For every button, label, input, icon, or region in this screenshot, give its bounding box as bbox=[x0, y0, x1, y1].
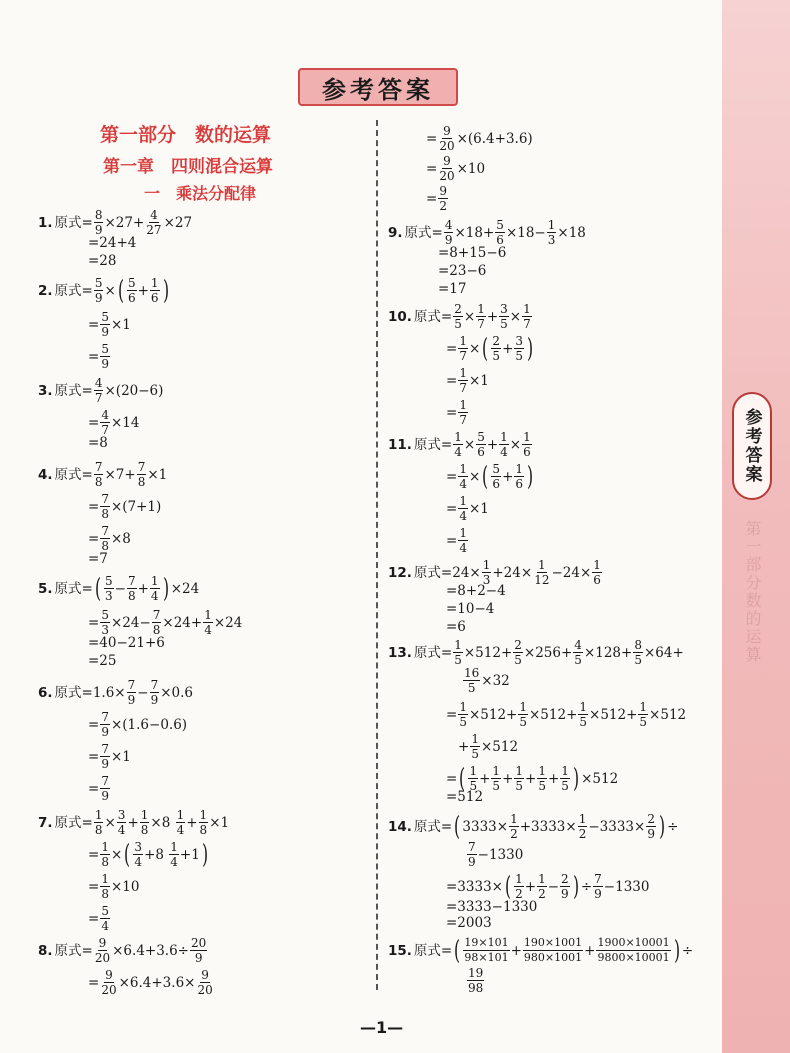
fraction: $\frac{1}{6}$ bbox=[150, 276, 159, 305]
fraction: $\frac{1}{2}$ bbox=[510, 812, 518, 841]
fraction: $\frac{9}{20}$ bbox=[197, 968, 213, 997]
fraction: $\frac{1}{8}$ bbox=[140, 808, 149, 837]
fraction: $\frac{7}{9}$ bbox=[101, 774, 109, 803]
fraction: $\frac{3}{5}$ bbox=[515, 334, 524, 363]
fraction: $\frac{2}{5}$ bbox=[454, 302, 462, 331]
problem-5: 5. 原式= ( $\frac{5}{3}$ − $\frac{7}{8}$ + $\frac{1}{4}$ ) ×24 bbox=[38, 573, 200, 604]
step: = $\frac{5}{4}$ bbox=[88, 904, 109, 933]
fraction: $\frac{5}{9}$ bbox=[101, 342, 109, 371]
step: = $\frac{7}{9}$ bbox=[88, 774, 109, 803]
fraction: $\frac{7}{9}$ bbox=[150, 678, 159, 707]
problem-number: 1. bbox=[38, 214, 53, 231]
fraction: $\frac{8}{5}$ bbox=[634, 638, 642, 667]
fraction: $\frac{1}{7}$ bbox=[459, 398, 467, 427]
step: =512 bbox=[446, 789, 484, 805]
step: =7 bbox=[88, 551, 108, 567]
fraction: $\frac{1}{3}$ bbox=[547, 218, 556, 247]
step: =8 bbox=[88, 435, 108, 451]
fraction: $\frac{5}{3}$ bbox=[105, 574, 113, 603]
step: = $\frac{7}{8}$ ×(7+1) bbox=[88, 492, 162, 521]
fraction: $\frac{7}{8}$ bbox=[152, 608, 161, 637]
fraction: $\frac{7}{9}$ bbox=[101, 710, 109, 739]
fraction: $\frac{1}{2}$ bbox=[578, 812, 587, 841]
fraction: $\frac{7}{9}$ bbox=[101, 742, 109, 771]
part-heading: 第一部分 数的运算 bbox=[100, 124, 272, 146]
fraction: $\frac{1}{5}$ bbox=[459, 700, 467, 729]
problem-8: 8. 原式= $\frac{9}{20}$ ×6.4+3.6÷ $\frac{20}{9}$ bbox=[38, 936, 207, 965]
fraction: $\frac{1}{7}$ bbox=[459, 366, 467, 395]
step: = $\frac{7}{9}$ ×1 bbox=[88, 742, 131, 771]
fraction: $\frac{4}{7}$ bbox=[101, 408, 109, 437]
fraction: $\frac{7}{8}$ bbox=[101, 524, 109, 553]
fraction: $\frac{1}{5}$ bbox=[471, 732, 479, 761]
step: =24+4 bbox=[88, 235, 137, 251]
fraction: $\frac{1}{8}$ bbox=[101, 840, 109, 869]
step: = $\frac{7}{8}$ ×8 bbox=[88, 524, 131, 553]
fraction: $\frac{5}{9}$ bbox=[101, 310, 109, 339]
fraction: $\frac{1}{8}$ bbox=[94, 808, 103, 837]
fraction: $\frac{5}{9}$ bbox=[94, 276, 103, 305]
step: = $\frac{9}{20}$ ×6.4+3.6× $\frac{9}{20}$ bbox=[88, 968, 213, 997]
step: = $\frac{7}{9}$ ×(1.6−0.6) bbox=[88, 710, 188, 739]
problem-10: 10. 原式= $\frac{2}{5}$ × $\frac{1}{7}$ + $\frac{3}{5}$ × $\frac{1}{7}$ bbox=[388, 302, 531, 331]
step: = $\frac{1}{8}$ ×10 bbox=[88, 872, 140, 901]
problem-13: 13. 原式= $\frac{1}{5}$ ×512+ $\frac{2}{5}$ ×256+ $\frac{4}{5}$ ×128+ $\frac{8}{5}$ ×64+ bbox=[388, 638, 684, 667]
fraction: $\frac{3}{4}$ bbox=[134, 840, 143, 869]
fraction: $\frac{5}{6}$ bbox=[477, 430, 485, 459]
fraction: $\frac{4}{7}$ bbox=[94, 376, 103, 405]
fraction: $\frac{9}{20}$ bbox=[94, 936, 111, 965]
fraction: $\frac{7}{8}$ bbox=[127, 574, 136, 603]
fraction: $\frac{2}{5}$ bbox=[492, 334, 501, 363]
fraction: $\frac{1}{6}$ bbox=[515, 462, 524, 491]
fraction: $\frac{16}{5}$ bbox=[464, 666, 480, 695]
fraction: $\frac{1}{2}$ bbox=[515, 872, 523, 901]
step: $\frac{16}{5}$ ×32 bbox=[464, 666, 510, 695]
step: = $\frac{1}{4}$ bbox=[446, 526, 467, 555]
fraction: $\frac{2}{5}$ bbox=[514, 638, 522, 667]
step: = $\frac{1}{4}$ × ( $\frac{5}{6}$ + $\frac{1}{6}$ ) bbox=[446, 461, 534, 492]
fraction: $\frac{1900\times 10001}{9800\times 10001}$ bbox=[597, 936, 670, 964]
fraction: $\frac{5}{6}$ bbox=[492, 462, 501, 491]
fraction: $\frac{1}{4}$ bbox=[204, 608, 212, 637]
fraction: $\frac{1}{12}$ bbox=[534, 558, 550, 587]
fraction: $\frac{1}{5}$ bbox=[454, 638, 462, 667]
problem-7: 7. 原式= $\frac{1}{8}$ × $\frac{3}{4}$ + $\frac{1}{8}$ ×8 $\frac{1}{4}$ + $\frac{1}{8}$ ×1 bbox=[38, 808, 230, 837]
fraction: $\frac{1}{5}$ bbox=[515, 764, 524, 793]
problem-1 bbox=[38, 208, 192, 237]
problem-6: 6. 原式 =1.6× $\frac{7}{9}$ − $\frac{7}{9}$ ×0.6 bbox=[38, 678, 193, 707]
fraction: $\frac{4}{9}$ bbox=[444, 218, 453, 247]
fraction: $\frac{5}{6}$ bbox=[127, 276, 136, 305]
step: =23−6 bbox=[438, 263, 487, 279]
step bbox=[466, 966, 485, 995]
side-ghost-text: 第一部分数的运算 bbox=[743, 520, 762, 664]
step: = $\frac{9}{2}$ bbox=[426, 184, 447, 213]
fraction: $\frac{1}{4}$ bbox=[150, 574, 159, 603]
fraction: $\frac{5}{4}$ bbox=[101, 904, 109, 933]
fraction: $\frac{1}{5}$ bbox=[579, 700, 588, 729]
fraction: $\frac{1}{8}$ bbox=[199, 808, 208, 837]
fraction: $\frac{190\times 1001}{980\times 1001}$ bbox=[523, 936, 583, 964]
fraction: $\frac{1}{6}$ bbox=[593, 558, 601, 587]
fraction: $\frac{7}{8}$ bbox=[94, 460, 103, 489]
fraction: $\frac{1}{6}$ bbox=[523, 430, 531, 459]
step: =2003 bbox=[446, 915, 492, 931]
fraction: $\frac{1}{7}$ bbox=[523, 302, 531, 331]
step: $\frac{7}{9}$ −1330 bbox=[468, 840, 524, 869]
step: =3333−1330 bbox=[446, 899, 538, 915]
fraction: $\frac{7}{8}$ bbox=[101, 492, 109, 521]
problem-9: 9. 原式= $\frac{4}{9}$ ×18+ $\frac{5}{6}$ ×18− $\frac{1}{3}$ ×18 bbox=[388, 218, 586, 247]
step: =8+15−6 bbox=[438, 245, 507, 261]
fraction: $\frac{8}{9}$ bbox=[94, 208, 103, 237]
fraction: $\frac{19\times 101}{98\times 101}$ bbox=[464, 936, 509, 964]
step: = $\frac{1}{7}$ bbox=[446, 398, 467, 427]
fraction: $\frac{2}{9}$ bbox=[561, 872, 569, 901]
step: =40−21+6 bbox=[88, 635, 165, 651]
step: =8+2−4 bbox=[446, 583, 506, 599]
fraction: $\frac{5}{6}$ bbox=[496, 218, 504, 247]
problem-12: 12. 原式 =24× $\frac{1}{3}$ +24× $\frac{1}{12}$ −24× $\frac{1}{6}$ bbox=[388, 558, 601, 587]
step: = $\frac{9}{20}$ ×(6.4+3.6) bbox=[426, 124, 533, 153]
fraction: $\frac{20}{9}$ bbox=[191, 936, 207, 965]
step: = $\frac{1}{8}$ × ( $\frac{3}{4}$ +8 $\frac{1}{4}$ +1 ) bbox=[88, 839, 208, 870]
lesson-heading: 一 乘法分配律 bbox=[144, 184, 257, 203]
step: = $\frac{1}{5}$ ×512+ $\frac{1}{5}$ ×512+ $\frac{1}{5}$ ×512+ $\frac{1}{5}$ ×512 bbox=[446, 700, 687, 729]
fraction: $\frac{7}{8}$ bbox=[137, 460, 146, 489]
fraction: $\frac{3}{4}$ bbox=[117, 808, 126, 837]
step: =3333× ( $\frac{1}{2}$ + $\frac{1}{2}$ − $\frac{2}{9}$ ) ÷ $\frac{7}{9}$ −1330 bbox=[446, 871, 650, 902]
fraction: $\frac{1}{8}$ bbox=[101, 872, 109, 901]
step: = $\frac{5}{9}$ bbox=[88, 342, 109, 371]
fraction: $\frac{4}{5}$ bbox=[574, 638, 582, 667]
side-tab-answers[interactable]: 参考答案 bbox=[732, 392, 772, 500]
problem-4: 4. 原式= $\frac{7}{8}$ ×7+ $\frac{7}{8}$ ×1 bbox=[38, 460, 168, 489]
fraction: $\frac{7}{9}$ bbox=[594, 872, 602, 901]
fraction: $\frac{1}{2}$ bbox=[538, 872, 546, 901]
step: = $\frac{9}{20}$ ×10 bbox=[426, 154, 486, 183]
step: = $\frac{1}{4}$ ×1 bbox=[446, 494, 489, 523]
expr-text: 原式= bbox=[54, 214, 93, 231]
fraction: $\frac{1}{5}$ bbox=[492, 764, 501, 793]
fraction: $\frac{3}{5}$ bbox=[500, 302, 508, 331]
fraction: $\frac{1}{5}$ bbox=[469, 764, 478, 793]
fraction: $\frac{1}{5}$ bbox=[519, 700, 527, 729]
fraction: $\frac{9}{20}$ bbox=[101, 968, 117, 997]
fraction: $\frac{19}{98}$ bbox=[468, 966, 484, 995]
step: = $\frac{5}{9}$ ×1 bbox=[88, 310, 131, 339]
fraction: $\frac{4}{27}$ bbox=[146, 208, 162, 237]
fraction: $\frac{1}{4}$ bbox=[454, 430, 462, 459]
fraction: $\frac{1}{4}$ bbox=[459, 462, 467, 491]
page-title: 参考答案 bbox=[298, 68, 458, 106]
step: = ( $\frac{1}{5}$ + $\frac{1}{5}$ + $\frac{1}{5}$ + $\frac{1}{5}$ + $\frac{1}{5}$ ) ×512 bbox=[446, 763, 619, 794]
fraction: $\frac{1}{5}$ bbox=[538, 764, 546, 793]
problem-2: 2. 原式= $\frac{5}{9}$ × ( $\frac{5}{6}$ + $\frac{1}{6}$ ) bbox=[38, 275, 169, 306]
fraction: $\frac{1}{4}$ bbox=[176, 808, 185, 837]
fraction: $\frac{1}{5}$ bbox=[639, 700, 648, 729]
fraction: $\frac{9}{2}$ bbox=[439, 184, 447, 213]
step: =25 bbox=[88, 653, 117, 669]
expr-text: ×27+ bbox=[104, 214, 145, 231]
fraction: $\frac{1}{4}$ bbox=[459, 494, 467, 523]
fraction: $\frac{1}{3}$ bbox=[482, 558, 491, 587]
fraction: $\frac{1}{4}$ bbox=[500, 430, 508, 459]
page-number: —1— bbox=[360, 1018, 404, 1037]
problem-14: 14. 原式= ( 3333× $\frac{1}{2}$ +3333× $\frac{1}{2}$ −3333× $\frac{2}{9}$ ) ÷ bbox=[388, 811, 679, 842]
step: =10−4 bbox=[446, 601, 495, 617]
step: = $\frac{1}{7}$ ×1 bbox=[446, 366, 489, 395]
fraction: $\frac{9}{20}$ bbox=[439, 124, 455, 153]
problem-15: 15. 原式= ( $\frac{19\times 101}{98\times 101}$ + $\frac{190\times 1001}{980\times 1001}$ + $\frac{1900\times 10001}{9800\times 10001}$ ) ÷ bbox=[388, 935, 694, 966]
fraction: $\frac{1}{7}$ bbox=[477, 302, 485, 331]
expr-text: ×27 bbox=[163, 214, 193, 231]
fraction: $\frac{5}{3}$ bbox=[101, 608, 109, 637]
step: =28 bbox=[88, 253, 117, 269]
problem-3: 3. 原式= $\frac{4}{7}$ ×(20−6) bbox=[38, 376, 164, 405]
fraction: $\frac{1}{4}$ bbox=[170, 840, 178, 869]
step: = $\frac{5}{3}$ ×24− $\frac{7}{8}$ ×24+ $\frac{1}{4}$ ×24 bbox=[88, 608, 243, 637]
step: =17 bbox=[438, 281, 467, 297]
fraction: $\frac{1}{5}$ bbox=[561, 764, 569, 793]
fraction: $\frac{7}{9}$ bbox=[127, 678, 136, 707]
fraction: $\frac{7}{9}$ bbox=[468, 840, 476, 869]
chapter-heading: 第一章 四则混合运算 bbox=[103, 157, 273, 177]
fraction: $\frac{9}{20}$ bbox=[439, 154, 455, 183]
fraction: $\frac{1}{7}$ bbox=[459, 334, 467, 363]
step: = $\frac{4}{7}$ ×14 bbox=[88, 408, 140, 437]
step: + $\frac{1}{5}$ ×512 bbox=[458, 732, 519, 761]
step: =6 bbox=[446, 619, 466, 635]
problem-11: 11. 原式= $\frac{1}{4}$ × $\frac{5}{6}$ + $\frac{1}{4}$ × $\frac{1}{6}$ bbox=[388, 430, 531, 459]
fraction: $\frac{2}{9}$ bbox=[647, 812, 655, 841]
step: = $\frac{1}{7}$ × ( $\frac{2}{5}$ + $\frac{3}{5}$ ) bbox=[446, 333, 534, 364]
fraction: $\frac{1}{4}$ bbox=[459, 526, 467, 555]
column-divider bbox=[376, 120, 378, 990]
